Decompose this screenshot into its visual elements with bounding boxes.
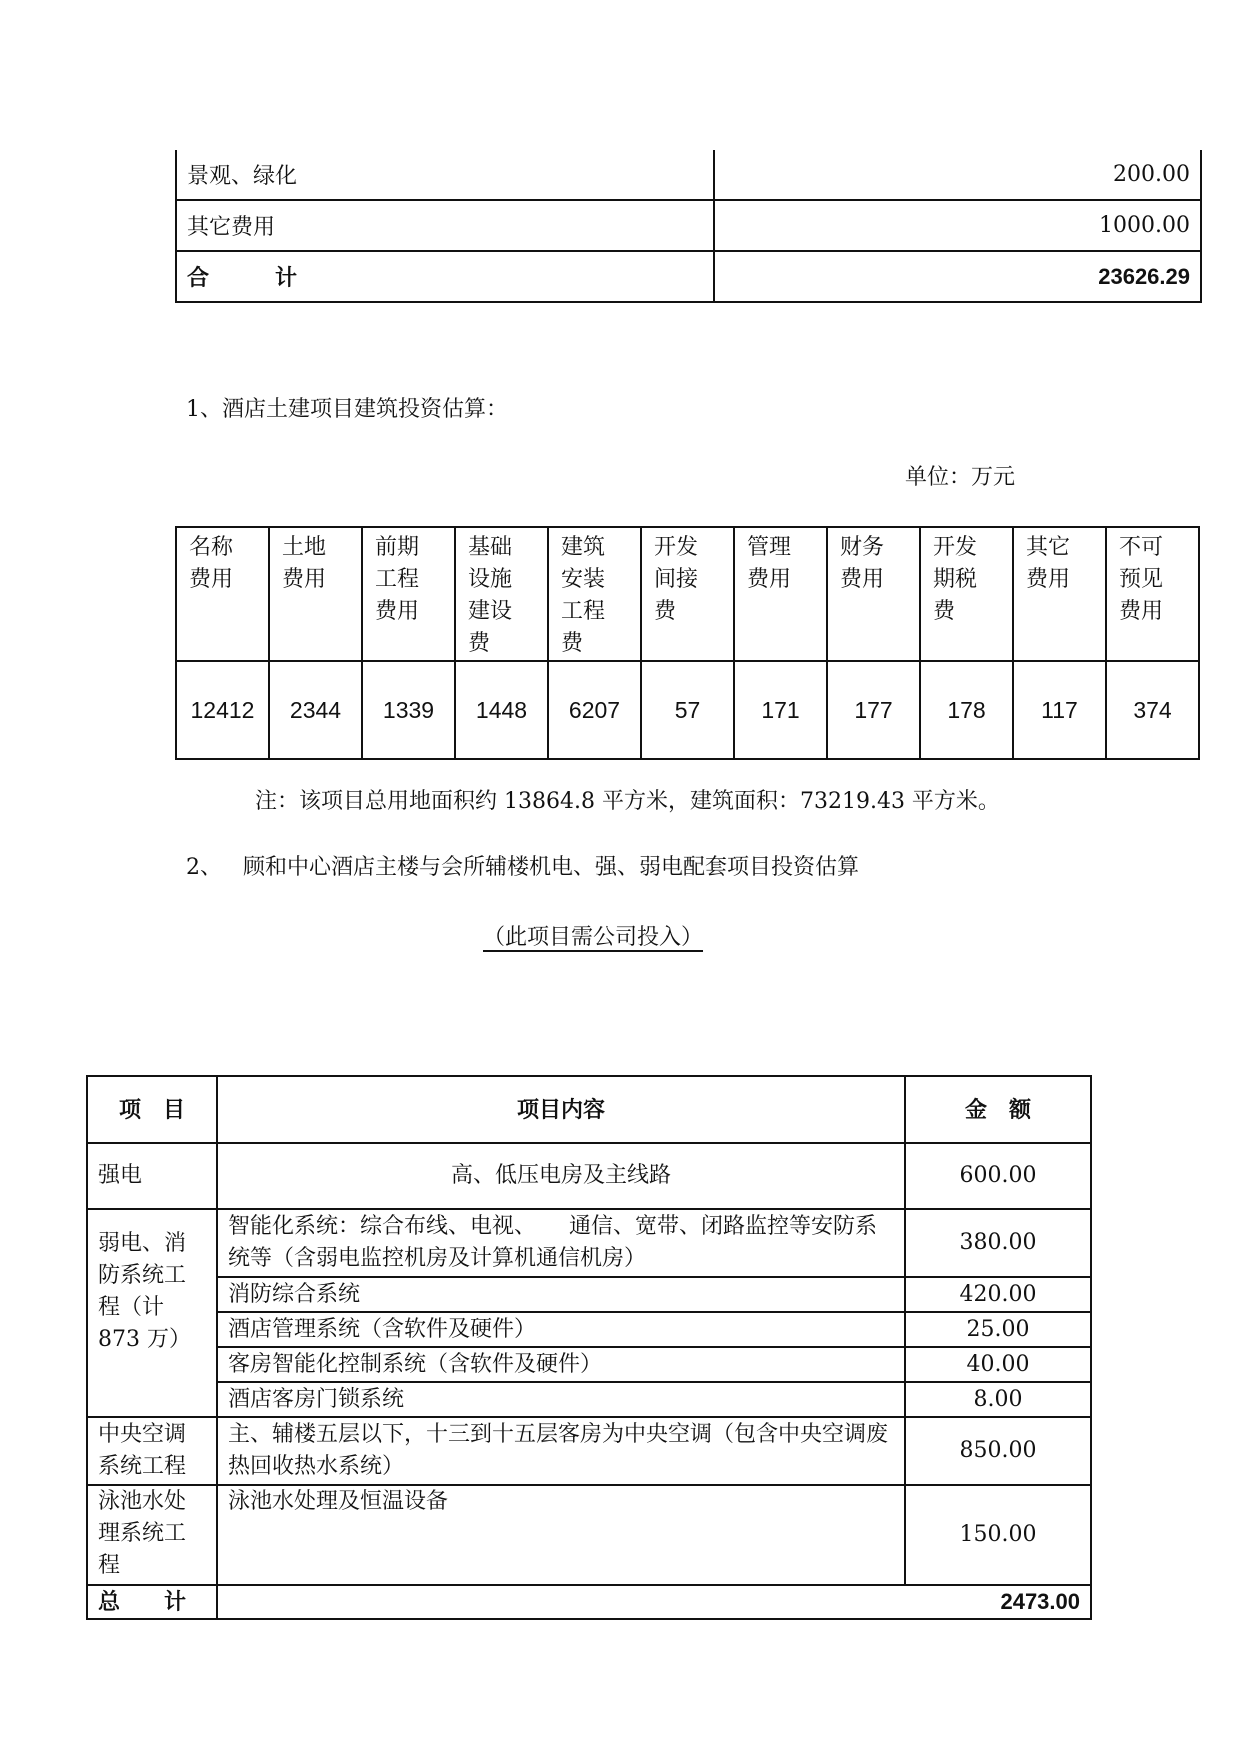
- table-row: [176, 150, 1201, 200]
- cell-value: 2344: [269, 661, 362, 759]
- row-amount: 600.00: [905, 1143, 1091, 1209]
- column-header: 财务 费用: [827, 527, 920, 661]
- row-content: 酒店管理系统（含软件及硬件）: [217, 1312, 905, 1347]
- row-amount: 380.00: [905, 1209, 1091, 1277]
- total-label: 合 计: [176, 251, 714, 302]
- row-amount: 8.00: [905, 1382, 1091, 1417]
- column-header: 基础 设施 建设 费: [455, 527, 548, 661]
- cell-value: 177: [827, 661, 920, 759]
- table-row: [87, 1347, 1091, 1382]
- section2-heading: 顾和中心酒店主楼与会所辅楼机电、强、弱电配套项目投资估算: [243, 855, 860, 880]
- table-row: [87, 1417, 1091, 1485]
- section2-number: 2、: [186, 855, 222, 880]
- cell-value: 178: [920, 661, 1013, 759]
- column-header: 建筑 安装 工程 费: [548, 527, 641, 661]
- row-value: 200.00: [714, 150, 1201, 200]
- row-label: 弱电、消防系统工程（计 873 万）: [87, 1209, 217, 1417]
- header-amount: 金 额: [905, 1076, 1091, 1143]
- table-row: [87, 1485, 1091, 1585]
- table-row: [87, 1143, 1091, 1209]
- total-row: [176, 251, 1201, 302]
- column-header: 开发 间接 费: [641, 527, 734, 661]
- row-amount: 40.00: [905, 1347, 1091, 1382]
- column-header: 土地 费用: [269, 527, 362, 661]
- table-row: [87, 1382, 1091, 1417]
- column-header: 开发 期税 费: [920, 527, 1013, 661]
- cell-value: 117: [1013, 661, 1106, 759]
- row-value: 1000.00: [714, 200, 1201, 251]
- table-row: [87, 1209, 1091, 1277]
- cell-value: 57: [641, 661, 734, 759]
- values-row: [176, 661, 1199, 759]
- column-header: 前期 工程 费用: [362, 527, 455, 661]
- row-content: 客房智能化控制系统（含软件及硬件）: [217, 1347, 905, 1382]
- row-label: 景观、绿化: [176, 150, 714, 200]
- section2-subheading: （此项目需公司投入）: [483, 925, 704, 950]
- total-amount: 2473.00: [217, 1585, 1091, 1619]
- table-row: [176, 200, 1201, 251]
- cell-value: 374: [1106, 661, 1199, 759]
- row-label: 其它费用: [176, 200, 714, 251]
- section1-heading: 1、酒店土建项目建筑投资估算：: [186, 397, 508, 422]
- table-row: [87, 1312, 1091, 1347]
- header-content: 项目内容: [217, 1076, 905, 1143]
- row-content: 高、低压电房及主线路: [217, 1143, 905, 1209]
- row-amount: 25.00: [905, 1312, 1091, 1347]
- building-cost-table: [175, 526, 1200, 760]
- summary-table: [175, 150, 1202, 303]
- row-label: 泳池水处理系统工程: [87, 1485, 217, 1585]
- cell-value: 6207: [548, 661, 641, 759]
- unit-label: 单位：万元: [905, 465, 1016, 490]
- header-item: 项 目: [87, 1076, 217, 1143]
- row-content: 泳池水处理及恒温设备: [217, 1485, 905, 1585]
- row-label: 中央空调系统工程: [87, 1417, 217, 1485]
- total-value: 23626.29: [714, 251, 1201, 302]
- cell-value: 1339: [362, 661, 455, 759]
- cell-value: 171: [734, 661, 827, 759]
- row-content: 消防综合系统: [217, 1277, 905, 1312]
- total-row: [87, 1585, 1091, 1619]
- row-amount: 850.00: [905, 1417, 1091, 1485]
- row-content: 智能化系统：综合布线、电视、 通信、宽带、闭路监控等安防系统等（含弱电监控机房及计算机通信机房）: [217, 1209, 905, 1277]
- header-row: [176, 527, 1199, 661]
- row-amount: 420.00: [905, 1277, 1091, 1312]
- row-label: 强电: [87, 1143, 217, 1209]
- header-row: [87, 1076, 1091, 1143]
- column-header: 名称 费用: [176, 527, 269, 661]
- row-content: 酒店客房门锁系统: [217, 1382, 905, 1417]
- row-content: 主、辅楼五层以下，十三到十五层客房为中央空调（包含中央空调废热回收热水系统）: [217, 1417, 905, 1485]
- total-label: 总 计: [87, 1585, 217, 1619]
- column-header: 不可 预见 费用: [1106, 527, 1199, 661]
- column-header: 管理 费用: [734, 527, 827, 661]
- column-header: 其它 费用: [1013, 527, 1106, 661]
- section1-note: 注：该项目总用地面积约 13864.8 平方米，建筑面积：73219.43 平方米。: [255, 789, 1000, 814]
- cell-value: 12412: [176, 661, 269, 759]
- cell-value: 1448: [455, 661, 548, 759]
- table-row: [87, 1277, 1091, 1312]
- mep-cost-table: [86, 1075, 1092, 1620]
- row-amount: 150.00: [905, 1485, 1091, 1585]
